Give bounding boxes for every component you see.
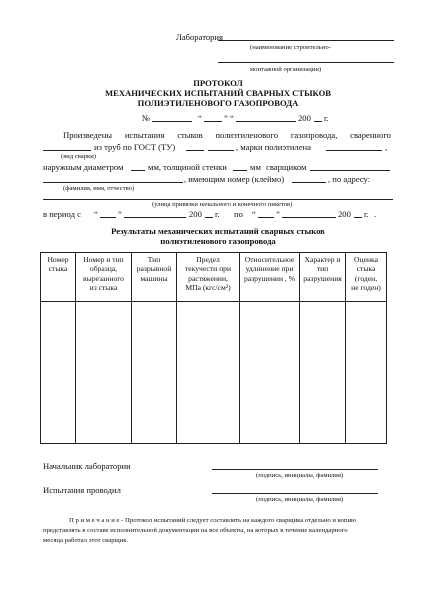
lab-label: Лаборатория	[176, 32, 223, 42]
col-yield-strength: Предел текучести при растяжении, МПа (кгс/см²)	[177, 253, 240, 302]
col-machine-type: Тип разрывной машины	[132, 253, 177, 302]
to-year-prefix: 200	[338, 209, 351, 219]
results-table	[40, 252, 387, 444]
lab-hint-1: (наименование строительно-	[250, 44, 331, 51]
col-joint-number: Номер стыка	[41, 253, 76, 302]
col-failure-type: Характер и тип разрушения	[300, 253, 346, 302]
mm-label: мм	[250, 162, 261, 172]
lab-name-line[interactable]	[218, 40, 394, 41]
number-sign: №	[142, 113, 151, 123]
title-line-1: ПРОТОКОЛ	[193, 78, 243, 88]
from-day-field[interactable]	[100, 217, 116, 218]
stamp-field[interactable]	[292, 182, 326, 183]
welder-name-hint: (фамилия, имя, отчество)	[63, 185, 135, 192]
table-cell[interactable]	[41, 302, 76, 444]
welder-field[interactable]	[310, 170, 390, 171]
day-field[interactable]	[204, 121, 222, 122]
month-field[interactable]	[236, 121, 296, 122]
wall-label: мм, толщиной стенки	[148, 162, 227, 172]
tester-signature-line[interactable]	[212, 493, 378, 494]
intro-word: сваренного	[350, 130, 391, 140]
pe-grade-label: , марки полиэтилена	[236, 142, 311, 152]
note-lead: П р и м е ч а н и е	[69, 517, 120, 524]
diameter-label: наружным диаметром	[43, 162, 124, 172]
quote-3: “	[230, 113, 234, 123]
year-field[interactable]	[314, 121, 322, 122]
comma: ,	[385, 142, 388, 152]
intro-word: Произведены	[63, 130, 113, 140]
welder-name-field[interactable]	[43, 182, 183, 183]
quote-1: “	[198, 113, 202, 123]
tester-label: Испытания проводил	[43, 485, 121, 495]
note-text-1: - Протокол испытаний следует составлять на каждого сварщика отдельно и копию	[119, 517, 357, 524]
to-quote-open: “	[252, 209, 256, 219]
from-quote-close: ”	[118, 209, 122, 219]
head-of-lab-label: Начальник лаборатории	[43, 461, 131, 471]
table-cell[interactable]	[346, 302, 387, 444]
period-dot: .	[374, 209, 377, 219]
tu-field[interactable]	[208, 150, 234, 151]
year-suffix: г.	[324, 113, 329, 123]
tester-hint: (подпись, инициалы, фамилия)	[256, 496, 344, 503]
welder-label: сварщиком	[266, 162, 307, 172]
from-year-suffix: г.	[215, 209, 220, 219]
table-row	[41, 302, 387, 444]
head-of-lab-hint: (подпись, инициалы, фамилия)	[256, 472, 344, 479]
intro-word: испытания	[124, 130, 165, 140]
wall-field[interactable]	[233, 170, 247, 171]
note-line-3: месяца работал этот сварщик.	[43, 537, 129, 544]
table-header-row	[41, 253, 387, 302]
address-hint: (улица привязки начального и конечного пикетов)	[152, 201, 293, 208]
period-label: в период с	[43, 209, 81, 219]
weld-type-field[interactable]	[43, 150, 91, 151]
table-cell[interactable]	[240, 302, 300, 444]
col-specimen: Номер и тип образца, вырезанного из стыка	[76, 253, 132, 302]
table-cell[interactable]	[132, 302, 177, 444]
note-line-1	[43, 518, 356, 525]
gost-field[interactable]	[186, 150, 204, 151]
col-elongation: Относительное удлинение при разрушении , %	[240, 253, 300, 302]
diameter-field[interactable]	[131, 170, 145, 171]
lab-hint-2: монтажной организации)	[250, 66, 322, 73]
year-prefix: 200	[298, 113, 311, 123]
intro-line-1	[63, 131, 391, 140]
from-year-prefix: 200	[189, 209, 202, 219]
results-title-1: Результаты механических испытаний сварных стыков	[111, 226, 325, 236]
to-quote-close: ”	[276, 209, 280, 219]
title-line-3: ПОЛИЭТИЛЕНОВОГО ГАЗОПРОВОДА	[137, 98, 299, 108]
weld-type-hint: (вид сварки)	[61, 153, 96, 160]
intro-word: газопровода,	[290, 130, 338, 140]
results-title-2: полиэтиленового газопровода	[160, 236, 276, 246]
to-year-field[interactable]	[354, 217, 362, 218]
address-field[interactable]	[43, 199, 393, 200]
to-label: по	[234, 209, 243, 219]
pe-grade-field[interactable]	[326, 150, 382, 151]
note-line-2: представлять в составе исполнительной документации на все объекты, на которых в течение календарного	[43, 527, 348, 534]
head-of-lab-signature-line[interactable]	[212, 469, 378, 470]
stamp-label: , имеющим номер (клеймо)	[184, 174, 285, 184]
table-cell[interactable]	[300, 302, 346, 444]
quote-2: ”	[224, 113, 228, 123]
from-month-field[interactable]	[124, 217, 186, 218]
to-year-suffix: г.	[364, 209, 369, 219]
table-cell[interactable]	[177, 302, 240, 444]
intro-word: стыков	[177, 130, 203, 140]
gost-label: из труб по ГОСТ (ТУ)	[94, 142, 176, 152]
number-field[interactable]	[152, 121, 192, 122]
intro-word: полиэтиленового	[215, 130, 279, 140]
lab-org-line[interactable]	[218, 62, 394, 63]
title-line-2: МЕХАНИЧЕСКИХ ИСПЫТАНИЙ СВАРНЫХ СТЫКОВ	[104, 88, 331, 98]
from-year-field[interactable]	[205, 217, 213, 218]
to-day-field[interactable]	[258, 217, 274, 218]
from-quote-open: “	[94, 209, 98, 219]
table-cell[interactable]	[76, 302, 132, 444]
col-assessment: Оценка стыка (годен, не годен)	[346, 253, 387, 302]
address-label: , по адресу:	[328, 174, 371, 184]
to-month-field[interactable]	[282, 217, 336, 218]
